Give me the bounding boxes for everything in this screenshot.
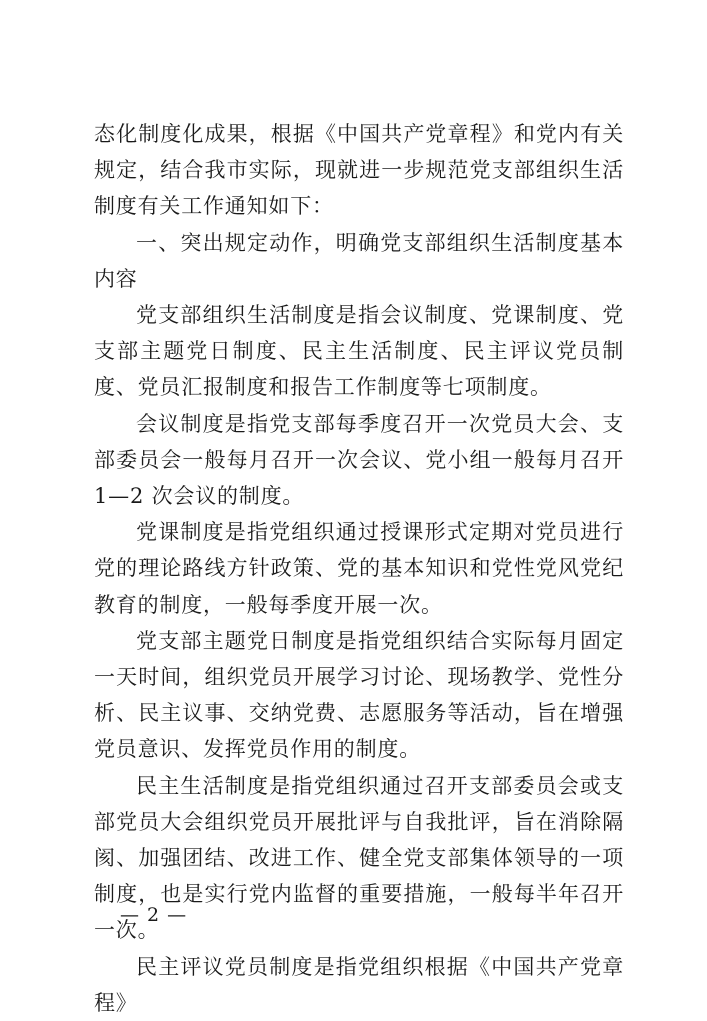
document-body	[94, 116, 624, 1021]
paragraph-democratic-life: 民主生活制度是指党组织通过召开支部委员会或支部党员大会组织党员开展批评与自我批评，旨在消除隔阂、加强团结、改进工作、健全党支部集体领导的一项制度，也是实行党内监督的重要措施，一般每半年召开一次。	[94, 773, 624, 943]
paragraph-party-lecture: 党课制度是指党组织通过授课形式定期对党员进行党的理论路线方针政策、党的基本知识和党性党风党纪教育的制度，一般每季度开展一次。	[94, 520, 624, 617]
paragraph-meeting-system: 会议制度是指党支部每季度召开一次党员大会、支部委员会一般每月召开一次会议、党小组一般每月召开 1—2 次会议的制度。	[94, 411, 624, 509]
paragraph-democratic-evaluation: 民主评议党员制度是指党组织根据《中国共产党章程》	[94, 954, 624, 1015]
paragraph-seven-systems: 党支部组织生活制度是指会议制度、党课制度、党支部主题党日制度、民主生活制度、民主评议党员制度、党员汇报制度和报告工作制度等七项制度。	[94, 303, 624, 400]
paragraph-continuation: 态化制度化成果，根据《中国共产党章程》和党内有关规定，结合我市实际，现就进一步规范党支部组织生活制度有关工作通知如下：	[94, 122, 624, 219]
section-heading: 一、突出规定动作，明确党支部组织生活制度基本内容	[94, 230, 624, 291]
page-number: — 2 —	[120, 904, 188, 926]
paragraph-theme-day: 党支部主题党日制度是指党组织结合实际每月固定一天时间，组织党员开展学习讨论、现场教学、党性分析、民主议事、交纳党费、志愿服务等活动，旨在增强党员意识、发挥党员作用的制度。	[94, 628, 624, 762]
